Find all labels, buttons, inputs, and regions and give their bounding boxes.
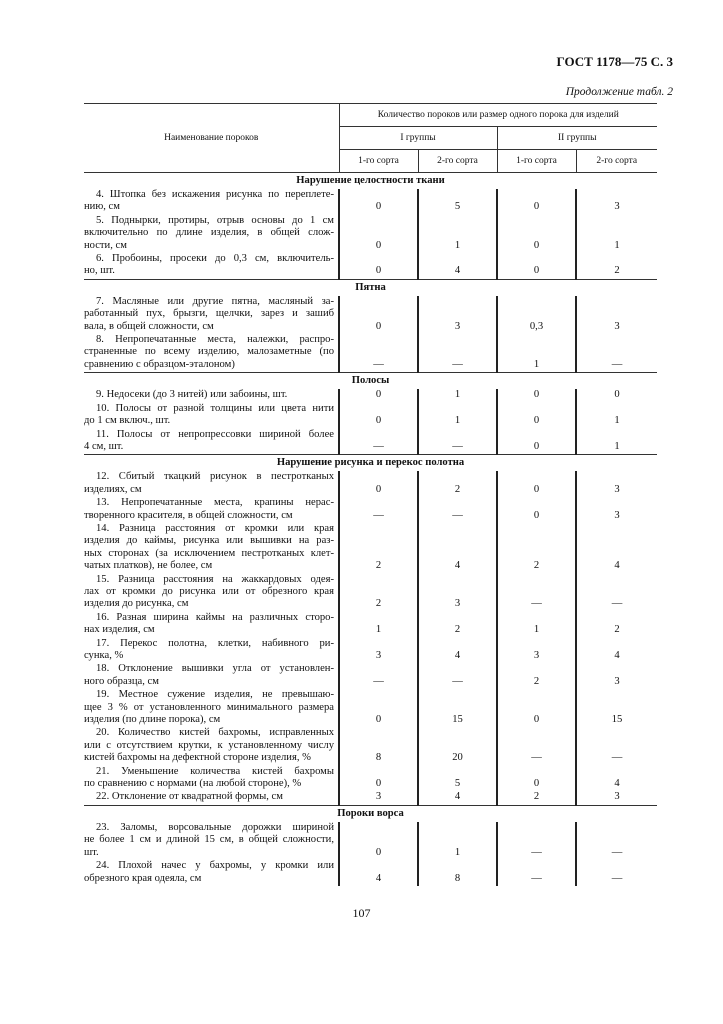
defect-name-line: 24. Плохой начес у бахромы, у кромки или bbox=[96, 860, 334, 872]
defect-name-line: 22. Отклонение от квадратной формы, см bbox=[96, 791, 283, 803]
defect-name-line: 4 см, шт. bbox=[84, 440, 124, 452]
defect-name-line: нах изделия, см bbox=[84, 624, 155, 636]
value-cell: — bbox=[497, 822, 576, 860]
defect-name bbox=[84, 497, 339, 523]
table-row bbox=[84, 429, 657, 455]
defect-name-line: 9. Недосеки (до 3 нитей) или забоины, шт. bbox=[96, 389, 288, 401]
value-cell: 0 bbox=[339, 822, 418, 860]
defect-name-line: лах от кромки до рисунка или от обрезного края bbox=[84, 585, 334, 597]
defect-name-line: кистей бахромы на дефектной стороне изделия, % bbox=[84, 752, 311, 764]
defect-name-line: изделия (по длине порока), см bbox=[84, 714, 221, 726]
defect-name-line: сунка, % bbox=[84, 650, 124, 661]
defect-name-line: 7. Масляные или другие пятна, масляный за- bbox=[96, 295, 334, 307]
value-cell: 0 bbox=[497, 429, 576, 455]
defect-name-line: работанный пух, брызги, щелчки, зарез и зашиб bbox=[84, 308, 334, 320]
defect-name-line: 15. Разница расстояния на жаккардовых одея- bbox=[96, 573, 334, 585]
defect-name-line: 18. Отклонение вышивки угла от установлен- bbox=[96, 663, 334, 675]
defect-name-line: 5. Поднырки, протиры, отрыв основы до 1 см bbox=[96, 214, 334, 226]
defect-name-line: творенного красителя, в общей сложности, см bbox=[84, 509, 293, 521]
defect-name-line: ных сторонах (за исключением пестротканых клет- bbox=[84, 547, 334, 559]
defect-name bbox=[84, 689, 339, 727]
column-header-g1-grade-1: 1-го сорта bbox=[339, 150, 418, 173]
defect-name-line: 11. Полосы от непропрессовки шириной более bbox=[96, 428, 334, 440]
column-header-quantity: Количество пороков или размер одного порока для изделий bbox=[339, 104, 657, 127]
table-row bbox=[84, 471, 657, 497]
value-cell: 4 bbox=[576, 638, 657, 664]
value-cell: 3 bbox=[576, 791, 657, 805]
value-cell: 1 bbox=[576, 403, 657, 429]
table-row bbox=[84, 403, 657, 429]
value-cell: 15 bbox=[576, 689, 657, 727]
value-cell: 5 bbox=[418, 766, 497, 792]
defect-name bbox=[84, 860, 339, 886]
value-cell: 3 bbox=[576, 471, 657, 497]
defect-name-line: 8. Непропечатанные места, належки, распро- bbox=[96, 334, 334, 346]
value-cell: 0 bbox=[339, 403, 418, 429]
value-cell: — bbox=[339, 663, 418, 689]
value-cell: 1 bbox=[576, 429, 657, 455]
defect-name bbox=[84, 523, 339, 574]
defect-name-line: 10. Полосы от разной толщины или цвета нити bbox=[96, 402, 334, 414]
value-cell: — bbox=[576, 574, 657, 612]
defect-name bbox=[84, 663, 339, 689]
value-cell: — bbox=[418, 334, 497, 373]
table-row bbox=[84, 791, 657, 805]
table-row bbox=[84, 389, 657, 402]
value-cell: — bbox=[339, 429, 418, 455]
value-cell: 8 bbox=[418, 860, 497, 886]
table-row bbox=[84, 523, 657, 574]
defect-name bbox=[84, 766, 339, 792]
section-title: Пороки ворса bbox=[84, 805, 657, 822]
defect-name bbox=[84, 389, 339, 402]
value-cell: 1 bbox=[418, 215, 497, 253]
table-row bbox=[84, 497, 657, 523]
table-row bbox=[84, 663, 657, 689]
defect-name-line: изделия до рисунка, см bbox=[84, 598, 189, 610]
table-row bbox=[84, 296, 657, 334]
value-cell: 0 bbox=[497, 389, 576, 402]
defect-name-line: но, шт. bbox=[84, 265, 115, 277]
value-cell: 4 bbox=[418, 791, 497, 805]
section-header bbox=[84, 173, 657, 190]
defect-name-line: по сравнению с нормами (на любой стороне), % bbox=[84, 778, 302, 790]
defect-name-line: изделиях, см bbox=[84, 483, 142, 495]
defect-name-line: шт. bbox=[84, 846, 99, 858]
value-cell: 3 bbox=[576, 497, 657, 523]
value-cell: 3 bbox=[339, 638, 418, 664]
value-cell: 3 bbox=[497, 638, 576, 664]
defect-name bbox=[84, 403, 339, 429]
defect-name bbox=[84, 189, 339, 215]
value-cell: 1 bbox=[497, 334, 576, 373]
value-cell: 0 bbox=[339, 189, 418, 215]
column-header-group-2: II группы bbox=[497, 127, 657, 150]
page-number: 107 bbox=[352, 906, 371, 920]
table-body bbox=[84, 173, 657, 886]
value-cell: 3 bbox=[339, 791, 418, 805]
defect-name-line: 4. Штопка без искажения рисунка по переплете- bbox=[96, 189, 334, 200]
value-cell: — bbox=[497, 727, 576, 765]
value-cell: 20 bbox=[418, 727, 497, 765]
column-header-defect-name: Наименование пороков bbox=[84, 104, 339, 173]
table-row bbox=[84, 215, 657, 253]
defect-name bbox=[84, 574, 339, 612]
defect-name-line: ного образца, см bbox=[84, 675, 159, 687]
defect-name-line: 16. Разная ширина каймы на различных сторо- bbox=[96, 611, 334, 623]
value-cell: 2 bbox=[339, 574, 418, 612]
defects-table bbox=[84, 103, 657, 886]
value-cell: 4 bbox=[339, 860, 418, 886]
value-cell: — bbox=[497, 860, 576, 886]
value-cell: 4 bbox=[576, 766, 657, 792]
defect-name bbox=[84, 334, 339, 373]
defect-name bbox=[84, 253, 339, 279]
value-cell: 2 bbox=[576, 612, 657, 638]
document-code: ГОСТ 1178—75 С. 3 bbox=[556, 54, 673, 69]
value-cell: — bbox=[339, 334, 418, 373]
defect-name-line: изделия до каймы, рисунка или вышивки на раз- bbox=[84, 535, 334, 547]
value-cell: — bbox=[576, 334, 657, 373]
defect-name bbox=[84, 822, 339, 860]
value-cell: 4 bbox=[418, 523, 497, 574]
value-cell: — bbox=[418, 497, 497, 523]
defect-name-line: 19. Местное сужение изделия, не превышаю- bbox=[96, 689, 334, 701]
table-row bbox=[84, 638, 657, 664]
value-cell: 1 bbox=[576, 215, 657, 253]
defect-name bbox=[84, 296, 339, 334]
defect-name bbox=[84, 215, 339, 253]
defect-name-line: щее 3 % от установленного минимального размера bbox=[84, 701, 334, 713]
section-title: Полосы bbox=[84, 373, 657, 390]
defect-name-line: 23. Заломы, ворсовальные дорожки шириной bbox=[96, 821, 334, 833]
value-cell: 0 bbox=[339, 296, 418, 334]
value-cell: — bbox=[418, 429, 497, 455]
value-cell: 0 bbox=[497, 215, 576, 253]
defect-name-line: вала, в общей сложности, см bbox=[84, 320, 214, 332]
value-cell: — bbox=[418, 663, 497, 689]
table-row bbox=[84, 766, 657, 792]
value-cell: 3 bbox=[418, 296, 497, 334]
value-cell: 0 bbox=[339, 389, 418, 402]
value-cell: 4 bbox=[576, 523, 657, 574]
table-row bbox=[84, 574, 657, 612]
table-row bbox=[84, 689, 657, 727]
value-cell: 15 bbox=[418, 689, 497, 727]
value-cell: 2 bbox=[497, 791, 576, 805]
section-header bbox=[84, 805, 657, 822]
value-cell: 0 bbox=[339, 689, 418, 727]
defect-name-line: нию, см bbox=[84, 201, 120, 213]
defect-name-line: 6. Пробоины, просеки до 0,3 см, включитель- bbox=[96, 253, 334, 265]
value-cell: 8 bbox=[339, 727, 418, 765]
table-row bbox=[84, 822, 657, 860]
defect-name-line: до 1 см включ., шт. bbox=[84, 415, 171, 427]
section-header bbox=[84, 279, 657, 296]
value-cell: 4 bbox=[418, 253, 497, 279]
table-continuation-label: Продолжение табл. 2 bbox=[565, 86, 673, 98]
value-cell: — bbox=[497, 574, 576, 612]
value-cell: 1 bbox=[418, 403, 497, 429]
value-cell: 1 bbox=[339, 612, 418, 638]
value-cell: 5 bbox=[418, 189, 497, 215]
table-row bbox=[84, 334, 657, 373]
value-cell: 0,3 bbox=[497, 296, 576, 334]
column-header-g1-grade-2: 2-го сорта bbox=[418, 150, 497, 173]
value-cell: 0 bbox=[339, 215, 418, 253]
value-cell: 2 bbox=[497, 663, 576, 689]
value-cell: 2 bbox=[418, 612, 497, 638]
defect-name-line: включительно по длине изделия, в общей слож- bbox=[84, 227, 334, 239]
defect-name bbox=[84, 471, 339, 497]
value-cell: 3 bbox=[576, 296, 657, 334]
value-cell: — bbox=[576, 822, 657, 860]
value-cell: 0 bbox=[497, 497, 576, 523]
column-header-group-1: I группы bbox=[339, 127, 497, 150]
table-row bbox=[84, 860, 657, 886]
column-header-g2-grade-1: 1-го сорта bbox=[497, 150, 576, 173]
defect-name-line: сравнению с образцом-эталоном) bbox=[84, 358, 235, 370]
value-cell: 3 bbox=[418, 574, 497, 612]
value-cell: 0 bbox=[497, 253, 576, 279]
section-title: Нарушение целостности ткани bbox=[84, 173, 657, 190]
table-row bbox=[84, 612, 657, 638]
section-title: Нарушение рисунка и перекос полотна bbox=[84, 455, 657, 472]
table-row bbox=[84, 253, 657, 279]
value-cell: 0 bbox=[339, 253, 418, 279]
section-title: Пятна bbox=[84, 279, 657, 296]
value-cell: 1 bbox=[418, 822, 497, 860]
value-cell: — bbox=[576, 727, 657, 765]
value-cell: 0 bbox=[339, 471, 418, 497]
defect-name-line: 17. Перекос полотна, клетки, набивного ри- bbox=[96, 637, 334, 649]
defect-name bbox=[84, 638, 339, 664]
value-cell: 3 bbox=[576, 189, 657, 215]
defect-name bbox=[84, 727, 339, 765]
value-cell: — bbox=[339, 497, 418, 523]
value-cell: 0 bbox=[339, 766, 418, 792]
value-cell: — bbox=[576, 860, 657, 886]
table-row bbox=[84, 189, 657, 215]
value-cell: 2 bbox=[418, 471, 497, 497]
value-cell: 3 bbox=[576, 663, 657, 689]
defect-name bbox=[84, 612, 339, 638]
defect-name bbox=[84, 429, 339, 455]
defect-name-line: 21. Уменьшение количества кистей бахромы bbox=[96, 765, 334, 777]
value-cell: 2 bbox=[576, 253, 657, 279]
section-header bbox=[84, 455, 657, 472]
value-cell: 4 bbox=[418, 638, 497, 664]
value-cell: 0 bbox=[576, 389, 657, 402]
defect-name-line: 12. Сбитый ткацкий рисунок в пестротканых bbox=[96, 471, 334, 483]
defect-name-line: страненные по всему изделию, малозаметные (по bbox=[84, 346, 334, 358]
column-header-g2-grade-2: 2-го сорта bbox=[576, 150, 657, 173]
defect-name-line: или с отсутствием крутки, к установленному числу bbox=[84, 739, 334, 751]
value-cell: 1 bbox=[497, 612, 576, 638]
defect-name-line: 20. Количество кистей бахромы, исправленных bbox=[96, 727, 334, 739]
value-cell: 0 bbox=[497, 689, 576, 727]
table-row bbox=[84, 727, 657, 765]
defect-name-line: 14. Разница расстояния от кромки или края bbox=[96, 522, 334, 534]
defect-name-line: ности, см bbox=[84, 239, 127, 251]
value-cell: 0 bbox=[497, 766, 576, 792]
value-cell: 1 bbox=[418, 389, 497, 402]
defect-name-line: чатых платков), не более, см bbox=[84, 560, 213, 572]
value-cell: 2 bbox=[497, 523, 576, 574]
value-cell: 0 bbox=[497, 403, 576, 429]
value-cell: 0 bbox=[497, 189, 576, 215]
value-cell: 0 bbox=[497, 471, 576, 497]
defect-name bbox=[84, 791, 339, 805]
section-header bbox=[84, 373, 657, 390]
defect-name-line: обрезного края одеяла, см bbox=[84, 872, 202, 884]
defect-name-line: 13. Непропечатанные места, крапины нерас- bbox=[96, 497, 334, 509]
defect-name-line: не более 1 см и длиной 15 см, в общей сложности, bbox=[84, 834, 334, 846]
value-cell: 2 bbox=[339, 523, 418, 574]
